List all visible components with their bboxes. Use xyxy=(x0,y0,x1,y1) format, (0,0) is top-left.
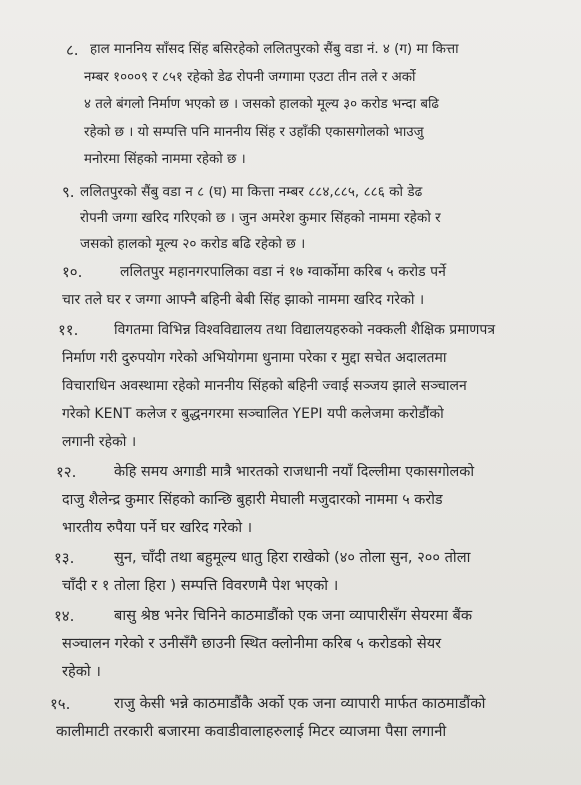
item-text-line: रहेको । xyxy=(62,663,101,680)
item-text-line: निर्माण गरी दुरुपयोग गरेको अभियोगमा धुनामा परेका र मुद्दा सचेत अदालतमा xyxy=(62,350,447,366)
item-number: ११. xyxy=(58,321,79,339)
item-number: ८. xyxy=(66,41,79,59)
item-text-line: कालीमाटी तरकारी बजारमा कवाडीवालाहरुलाई मिटर व्याजमा पैसा लगानी xyxy=(56,723,447,740)
item-number: १५. xyxy=(50,695,71,713)
item-text-line: चाँदी र १ तोला हिरा ) सम्पत्ति विवरणमै पेश भएको । xyxy=(62,577,339,594)
item-text-line: मनोरमा सिंहको नाममा रहेको छ । xyxy=(84,152,246,167)
item-text-line: रोपनी जग्गा खरिद गरिएको छ । जुन अमरेश कुमार सिंहको नाममा रहेको र xyxy=(80,210,441,226)
item-text-line: जसको हालको मूल्य २० करोड बढि रहेको छ । xyxy=(80,236,306,252)
item-text-line: विचाराधिन अवस्थामा रहेको माननीय सिंहको बहिनी ज्वाई सञ्जय झाले सञ्चालन xyxy=(62,378,467,394)
item-number: १०. xyxy=(62,263,83,281)
item-text-line: नम्बर १०००९ र ८५१ रहेको डेढ रोपनी जग्गामा एउटा तीन तले र अर्को xyxy=(84,70,416,85)
item-text-line: हाल माननिय साँसद सिंह बसिरहेको ललितपुरको सैंबु वडा नं. ४ (ग) मा कित्ता xyxy=(90,42,459,57)
item-number: १२. xyxy=(56,463,77,481)
item-text-line: केहि समय अगाडी मात्रै भारतको राजधानी नयाँ दिल्लीमा एकासगोलको xyxy=(114,464,475,480)
item-text-line: दाजु शैलेन्द्र कुमार सिंहको कान्छि बुहारी मेघाली मजुदारको नाममा ५ करोड xyxy=(62,492,443,508)
item-text-line: ललितपुरको सैंबु वडा न ८ (घ) मा कित्ता नम्बर ८८४,८८५, ८८६ को डेढ xyxy=(80,184,423,200)
item-text-line: राजु केसी भन्ने काठमाडौंकै अर्को एक जना व्यापारी मार्फत काठमाडौंको xyxy=(114,695,486,712)
item-text-line: ४ तले बंगलो निर्माण भएको छ । जसको हालको मूल्य ३० करोड भन्दा बढि xyxy=(84,97,439,112)
item-text-line: ललितपुर महानगरपालिका वडा नं १७ ग्वार्कोमा करिब ५ करोड पर्ने xyxy=(120,264,446,280)
item-text-line: सुन, चाँदी तथा बहुमूल्य धातु हिरा राखेको (४० तोला सुन, २०० तोला xyxy=(114,549,471,566)
item-text-line: गरेको KENT कलेज र बुद्धनगरमा सञ्चालित YEPI यपी कलेजमा करोडौंको xyxy=(62,406,444,422)
item-text-line: लगानी रहेको । xyxy=(62,434,137,450)
item-text-line: रहेको छ । यो सम्पत्ति पनि माननीय सिंह र उहाँकी एकासगोलको भाउजु xyxy=(84,125,424,140)
item-text-line: बासु श्रेष्ठ भनेर चिनिने काठमाडौंको एक जना व्यापारीसँग सेयरमा बैंक xyxy=(114,607,473,624)
item-text-line: भारतीय रुपैया पर्ने घर खरिद गरेको । xyxy=(62,520,253,536)
item-text-line: चार तले घर र जग्गा आफ्नै बहिनी बेबी सिंह झाको नाममा खरिद गरेको । xyxy=(62,292,425,308)
item-number: १४. xyxy=(54,607,75,625)
item-text-line: विगतमा विभिन्न विश्वविद्यालय तथा विद्यालयहरुको नक्कली शैक्षिक प्रमाणपत्र xyxy=(114,322,496,338)
item-number: ९. xyxy=(62,183,75,201)
item-number: १३. xyxy=(54,549,75,567)
item-text-line: सञ्चालन गरेको र उनीसँगै छाउनी स्थित क्लोनीमा करिब ५ करोडको सेयर xyxy=(62,635,442,652)
